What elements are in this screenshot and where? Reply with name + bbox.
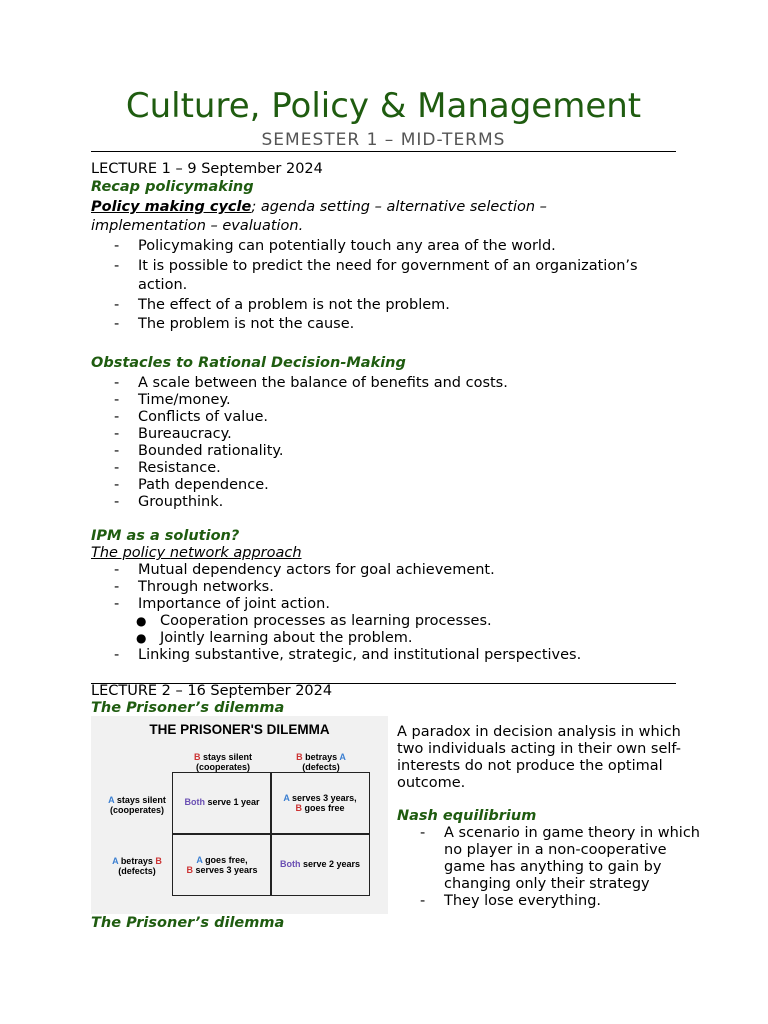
diagram-title: THE PRISONER'S DILEMMA	[149, 722, 330, 737]
ipm-heading: IPM as a solution?	[91, 528, 240, 544]
prisoners-dilemma-heading: The Prisoner’s dilemma	[91, 700, 285, 716]
obstacles-heading: Obstacles to Rational Decision-Making	[91, 355, 406, 371]
recap-heading: Recap policymaking	[91, 179, 254, 195]
network-sublist	[136, 613, 492, 647]
network-list	[114, 562, 495, 613]
row-header-a-silent: A stays silent (cooperates)	[108, 795, 166, 815]
list-item: - It is possible to predict the need for government of an organization’s	[114, 258, 638, 274]
nash-heading: Nash equilibrium	[397, 808, 537, 824]
list-item-continuation: game has anything to gain by	[444, 859, 662, 875]
list-item: - Importance of joint action.	[114, 596, 330, 612]
list-item: - The problem is not the cause.	[114, 316, 355, 332]
list-item: - Conflicts of value.	[114, 409, 268, 425]
list-item: - Linking substantive, strategic, and institutional perspectives.	[114, 647, 582, 663]
list-item-continuation: no player in a non-cooperative	[444, 842, 667, 858]
list-item: - Through networks.	[114, 579, 274, 595]
lecture-2-label: LECTURE 2 – 16 September 2024	[91, 683, 333, 699]
document-title: Culture, Policy & Management	[125, 86, 642, 126]
list-item-continuation: changing only their strategy	[444, 876, 650, 892]
list-item-continuation: action.	[138, 277, 188, 293]
list-item: - Mutual dependency actors for goal achievement.	[114, 562, 495, 578]
obstacles-list	[114, 375, 508, 511]
paradox-paragraph: A paradox in decision analysis in which two individuals acting in their own self- interests do not produce the optimal outcome.	[397, 724, 681, 791]
list-item: - Bounded rationality.	[114, 443, 284, 459]
list-item: - They lose everything.	[420, 893, 602, 909]
policy-cycle-line	[91, 199, 547, 216]
list-item: - Policymaking can potentially touch any area of the world.	[114, 238, 556, 254]
cell-both-betray: Both serve 2 years	[279, 859, 361, 869]
list-item: - Time/money.	[114, 392, 231, 408]
list-item: ● Jointly learning about the problem.	[136, 630, 413, 646]
list-item: - Bureaucracy.	[114, 426, 232, 442]
recap-list	[114, 238, 638, 335]
diagram-caption: The Prisoner’s dilemma	[91, 915, 285, 931]
lecture-1-label: LECTURE 1 – 9 September 2024	[91, 161, 323, 177]
cell-a-betrays-b-silent: A goes free, B serves 3 years	[186, 855, 258, 875]
column-header-b-silent: B stays silent (cooperates)	[193, 752, 253, 772]
prisoners-dilemma-diagram	[91, 716, 388, 914]
title-rule	[91, 151, 676, 152]
network-list-end	[114, 647, 582, 664]
list-item: ● Cooperation processes as learning processes.	[136, 613, 492, 629]
list-item: - A scenario in game theory in which	[420, 825, 700, 841]
row-header-a-betrays: A betrays B (defects)	[112, 856, 162, 876]
column-header-b-betrays: B betrays A (defects)	[296, 752, 346, 772]
cell-both-silent: Both serve 1 year	[184, 797, 260, 807]
list-item: - Groupthink.	[114, 494, 224, 510]
policy-cycle-term: Policy making cycle	[91, 199, 252, 215]
list-item: - A scale between the balance of benefits and costs.	[114, 375, 508, 391]
list-item: - Path dependence.	[114, 477, 269, 493]
policy-cycle-stages: ; agenda setting – alternative selection –	[251, 199, 547, 215]
document-subtitle: SEMESTER 1 – MID-TERMS	[261, 130, 506, 150]
nash-list	[420, 825, 700, 910]
cell-a-silent-b-betrays: A serves 3 years, B goes free	[283, 793, 357, 813]
policy-cycle-line-2: implementation – evaluation.	[91, 218, 304, 234]
payoff-matrix	[172, 772, 370, 896]
matrix-divider	[173, 833, 369, 835]
list-item: - The effect of a problem is not the problem.	[114, 297, 450, 313]
list-item: - Resistance.	[114, 460, 221, 476]
network-heading: The policy network approach	[91, 545, 302, 561]
